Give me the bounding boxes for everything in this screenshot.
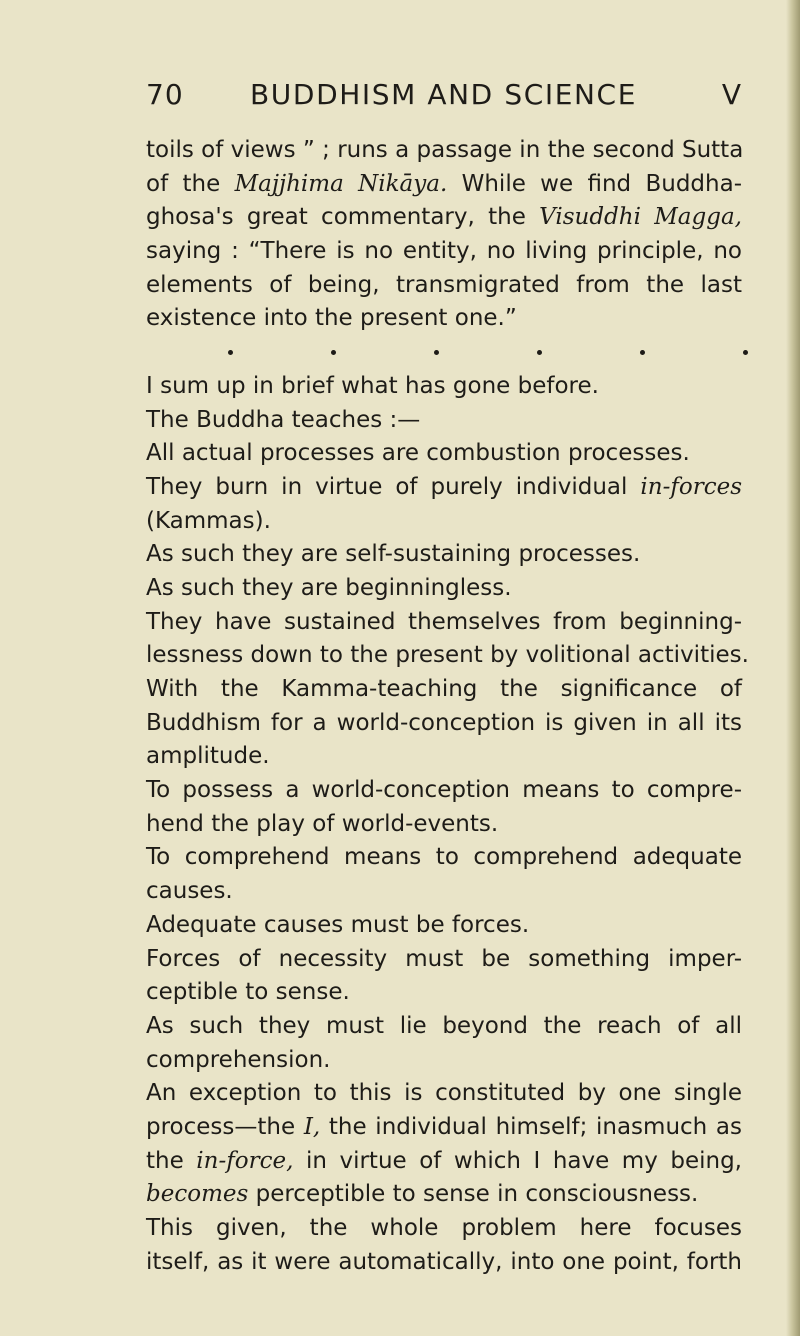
dot [331, 350, 336, 355]
italic-pronoun: I, [303, 1113, 321, 1140]
italic-term: in-force, [196, 1147, 294, 1174]
text-line: As such they are self-sustaining processes. [146, 541, 641, 568]
text-line: All actual processes are combustion processes. [146, 440, 690, 467]
dot [537, 350, 542, 355]
italic-title: Majjhima Nikāya. [234, 170, 448, 197]
text-line: ceptible to sense. [146, 979, 350, 1006]
italic-title: Visuddhi Magga, [539, 204, 742, 231]
running-title: BUDDHISM AND SCIENCE [250, 78, 637, 111]
text-line: Adequate causes must be forces. [146, 911, 530, 938]
text-line: elements of being, transmigrated from the last [146, 271, 742, 298]
text-line: With the Kamma-teaching the significance of [146, 676, 742, 702]
chapter-number: V [721, 78, 742, 111]
text-line: An exception to this is constituted by one single [146, 1080, 742, 1107]
dot [228, 350, 233, 355]
text-line: To comprehend means to comprehend adequate [146, 844, 742, 871]
text-line: causes. [146, 878, 233, 905]
text-line: They burn in virtue of purely individual in-forces [146, 473, 742, 500]
page-number: 70 [146, 78, 184, 111]
page-edge-shadow [786, 0, 800, 1336]
text-line: Buddhism for a world-conception is given in all its [146, 709, 742, 736]
italic-term: in-forces [640, 473, 742, 500]
text-line: amplitude. [146, 743, 270, 770]
text-line: I sum up in brief what has gone before. [146, 372, 599, 399]
ellipsis-dots [146, 336, 748, 370]
text-line: They have sustained themselves from beginning- [146, 608, 742, 635]
text-line: itself, as it were automatically, into one point, forth [146, 1248, 742, 1275]
text-line: ghosa's great commentary, the Visuddhi Magga, [146, 204, 742, 231]
text-line: comprehension. [146, 1046, 331, 1073]
text-line: The Buddha teaches :— [146, 406, 421, 433]
dot [434, 350, 439, 355]
running-header [146, 78, 742, 122]
text-line: process—the I, the individual himself; inasmuch as [146, 1113, 742, 1140]
text-line: saying : “There is no entity, no living principle, no [146, 238, 742, 265]
text-line: To possess a world-conception means to compre- [146, 777, 742, 804]
text-line: As such they are beginningless. [146, 574, 512, 601]
text-line: hend the play of world-events. [146, 810, 499, 837]
dot [640, 350, 645, 355]
dot [743, 350, 748, 355]
text-line: lessness down to the present by volitional activities. [146, 642, 749, 669]
text-line: This given, the whole problem here focuses [146, 1215, 742, 1241]
text-line: Forces of necessity must be something imper- [146, 945, 742, 972]
body-text [146, 134, 756, 1279]
text-line: the in-force, in virtue of which I have my being, [146, 1147, 742, 1174]
text-line: toils of views ” ; runs a passage in the second Sutta [146, 137, 744, 163]
text-line: (Kammas). [146, 507, 271, 534]
text-line: existence into the present one.” [146, 305, 517, 332]
text-line: of the Majjhima Nikāya. While we find Buddha- [146, 170, 742, 197]
text-line: As such they must lie beyond the reach of all [146, 1012, 742, 1039]
italic-word: becomes [146, 1181, 249, 1208]
text-line: becomes perceptible to sense in consciousness. [146, 1181, 699, 1208]
